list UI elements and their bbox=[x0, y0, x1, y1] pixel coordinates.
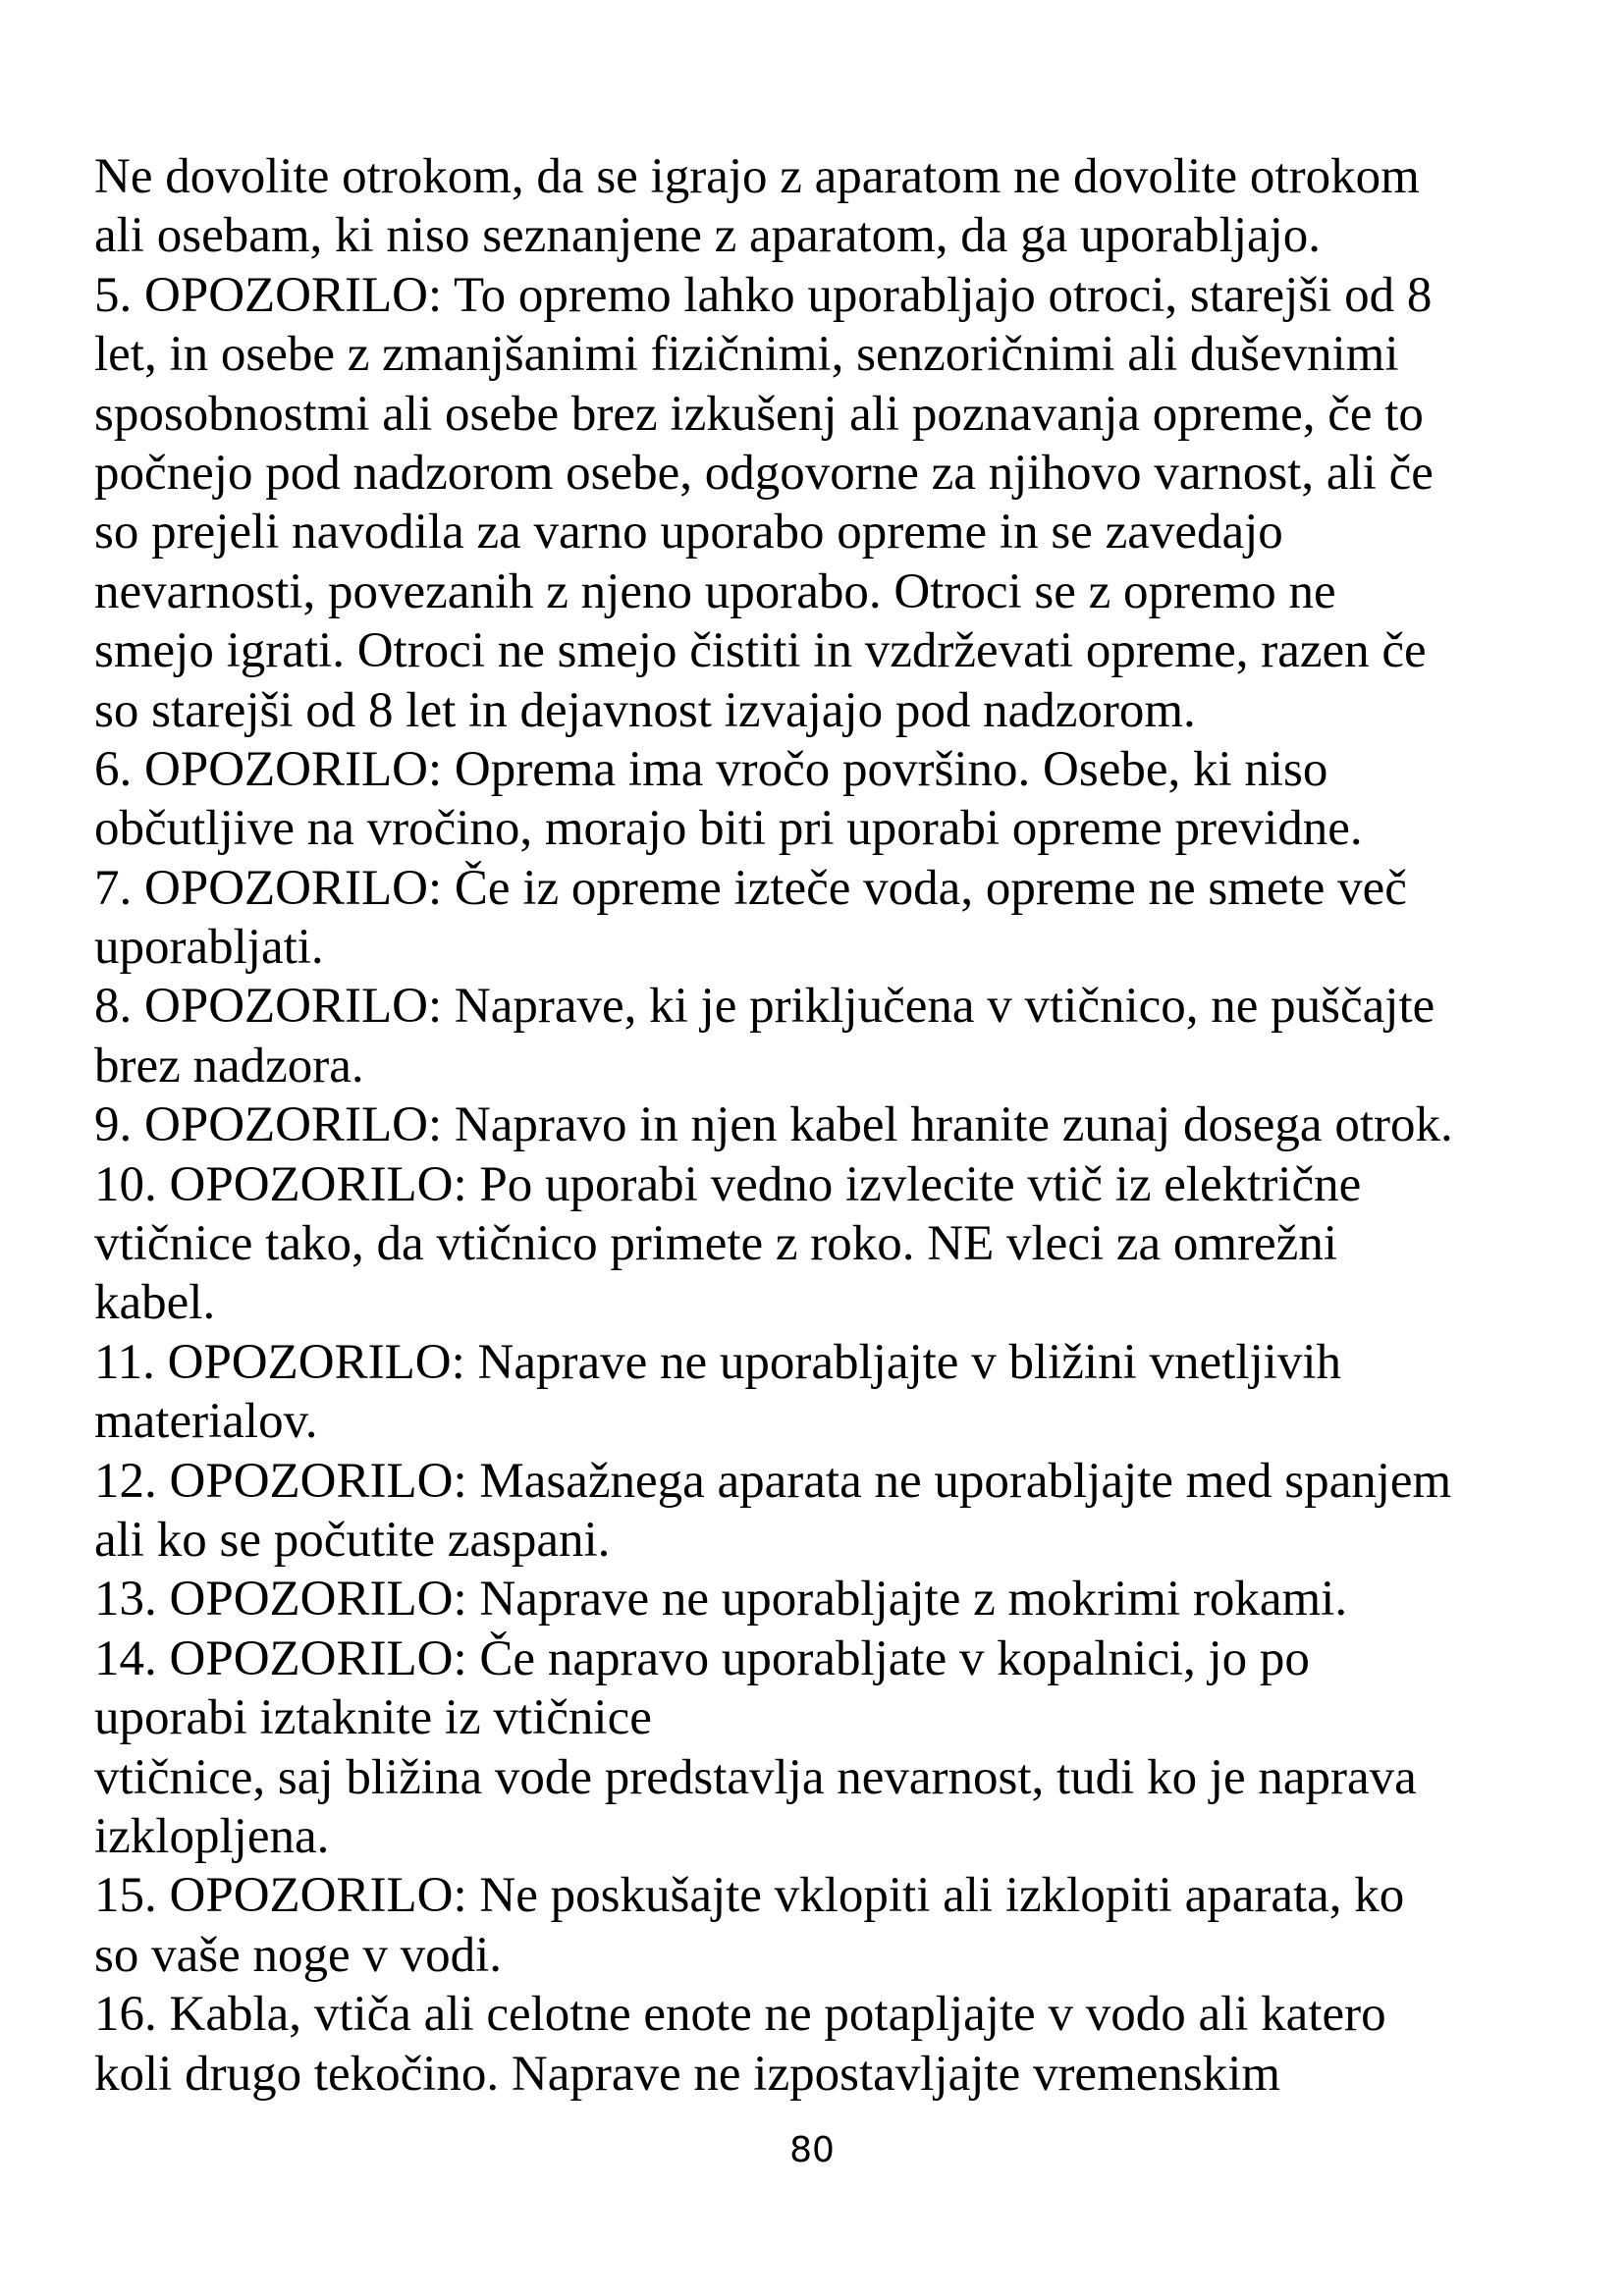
text-line: uporabljati. bbox=[94, 920, 324, 976]
text-line: let, in osebe z zmanjšanimi fizičnimi, senzoričnimi ali duševnimi bbox=[94, 327, 1399, 383]
text-line: ali osebam, ki niso seznanjene z aparatom, da ga uporabljajo. bbox=[94, 208, 1322, 264]
text-line: 8. OPOZORILO: Naprave, ki je priključena v vtičnico, ne puščajte bbox=[94, 979, 1435, 1035]
text-line: 7. OPOZORILO: Če iz opreme izteče voda, opreme ne smete več bbox=[94, 860, 1407, 916]
text-line: 9. OPOZORILO: Napravo in njen kabel hranite zunaj dosega otrok. bbox=[94, 1097, 1453, 1153]
text-line: 6. OPOZORILO: Oprema ima vročo površino. Osebe, ki niso bbox=[94, 741, 1328, 797]
text-line: 13. OPOZORILO: Naprave ne uporabljajte z mokrimi rokami. bbox=[94, 1572, 1348, 1628]
text-line: 15. OPOZORILO: Ne poskušajte vklopiti ali izklopiti aparata, ko bbox=[94, 1868, 1405, 1924]
text-line: sposobnostmi ali osebe brez izkušenj ali poznavanja opreme, če to bbox=[94, 386, 1424, 442]
text-line: 10. OPOZORILO: Po uporabi vedno izvlecite vtič iz električne bbox=[94, 1156, 1362, 1212]
text-line: občutljive na vročino, morajo biti pri uporabi opreme previdne. bbox=[94, 801, 1363, 857]
page-number: 80 bbox=[789, 2130, 835, 2170]
text-line: nevarnosti, povezanih z njeno uporabo. Otroci se z opremo ne bbox=[94, 563, 1336, 619]
text-line: 14. OPOZORILO: Če napravo uporabljate v kopalnici, jo po bbox=[94, 1630, 1310, 1686]
text-line: uporabi iztaknite iz vtičnice bbox=[94, 1690, 652, 1746]
text-line: materialov. bbox=[94, 1394, 318, 1450]
text-line: vtičnice, saj bližina vode predstavlja nevarnost, tudi ko je naprava bbox=[94, 1749, 1417, 1805]
text-line: koli drugo tekočino. Naprave ne izpostavljajte vremenskim bbox=[94, 2046, 1281, 2102]
text-line: so vaše noge v vodi. bbox=[94, 1927, 503, 1983]
text-line: so starejši od 8 let in dejavnost izvajajo pod nadzorom. bbox=[94, 682, 1196, 738]
text-line: kabel. bbox=[94, 1275, 216, 1331]
text-line: Ne dovolite otrokom, da se igrajo z aparatom ne dovolite otrokom bbox=[94, 149, 1420, 204]
text-line: smejo igrati. Otroci ne smejo čistiti in vzdrževati opreme, razen če bbox=[94, 623, 1427, 679]
text-line: vtičnice tako, da vtičnico primete z roko. NE vleci za omrežni bbox=[94, 1216, 1337, 1272]
text-line: 11. OPOZORILO: Naprave ne uporabljajte v bližini vnetljivih bbox=[94, 1334, 1341, 1390]
text-line: izklopljena. bbox=[94, 1808, 330, 1864]
text-line: 16. Kabla, vtiča ali celotne enote ne potapljajte v vodo ali katero bbox=[94, 1987, 1386, 2043]
text-line: ali ko se počutite zaspani. bbox=[94, 1512, 611, 1568]
text-line: 5. OPOZORILO: To opremo lahko uporabljajo otroci, starejši od 8 bbox=[94, 267, 1433, 323]
text-line: 12. OPOZORILO: Masažnega aparata ne uporabljajte med spanjem bbox=[94, 1453, 1452, 1509]
body-text bbox=[94, 147, 1547, 2104]
text-line: so prejeli navodila za varno uporabo opreme in se zavedajo bbox=[94, 505, 1283, 561]
text-line: počnejo pod nadzorom osebe, odgovorne za njihovo varnost, ali če bbox=[94, 445, 1434, 501]
text-line: brez nadzora. bbox=[94, 1038, 364, 1094]
